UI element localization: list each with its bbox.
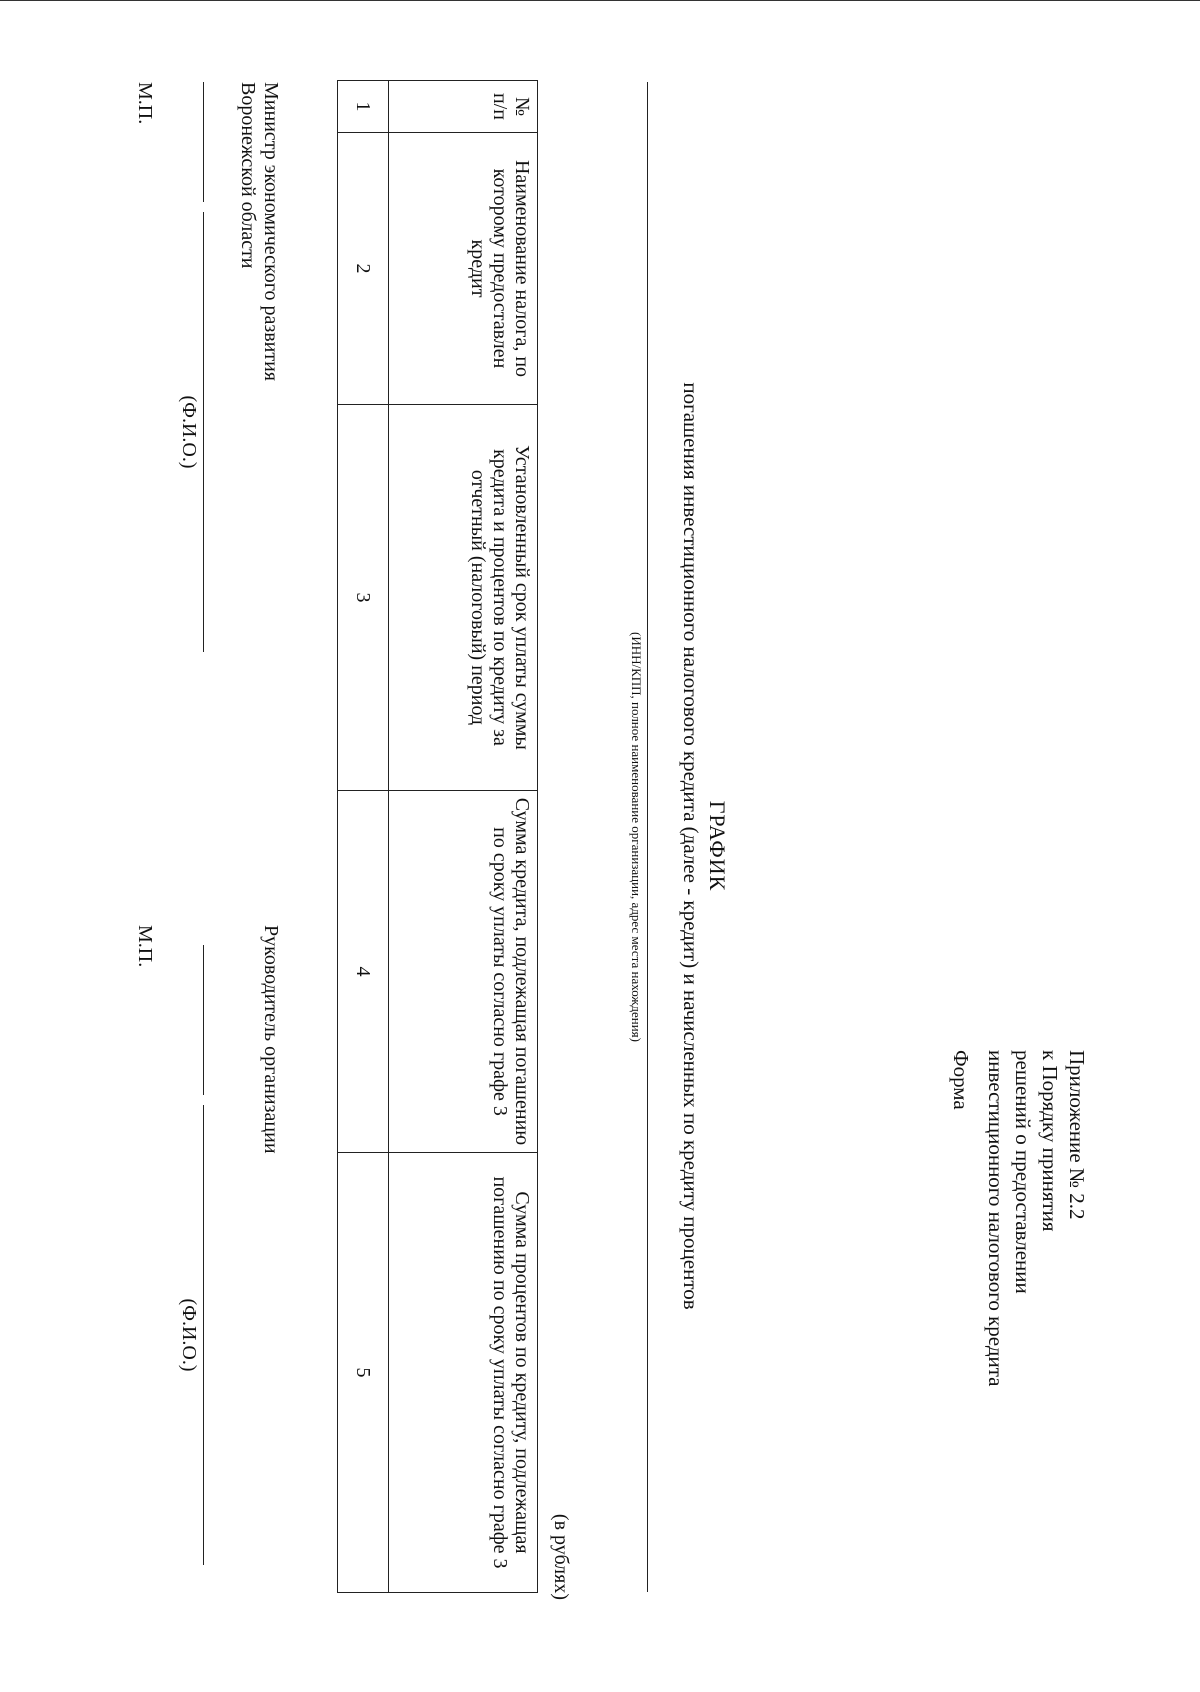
- minister-title-line-1: Министр экономического развития: [260, 82, 282, 382]
- column-number-cell: 4: [338, 791, 389, 1153]
- header-cell-due-date: Установленный срок уплаты суммы кредита и процентов по кредиту за отчетный (налоговый) период: [389, 405, 538, 791]
- minister-fio-line: [203, 212, 204, 652]
- head-fio-line: [203, 1105, 204, 1565]
- header-cell-number: № п/п: [389, 81, 538, 133]
- header-cell-tax-name: Наименование налога, по которому предоставлен кредит: [389, 133, 538, 405]
- form-label: Форма: [949, 1050, 973, 1110]
- organization-head-title: Руководитель организации: [260, 925, 282, 1154]
- minister-title-line-2: Воронежской области: [237, 82, 259, 269]
- head-signature-line: [203, 945, 204, 1095]
- table-column-number-row: [338, 81, 389, 1593]
- organization-caption: (ИНН/КПП, полное наименование организации, адрес места нахождения): [629, 631, 644, 1042]
- page-edge-line: [0, 0, 1200, 2]
- header-cell-interest-amount: Сумма процентов по кредиту, подлежащая погашению по сроку уплаты согласно графе 3: [389, 1153, 538, 1593]
- appendix-block: [947, 1050, 1090, 1470]
- head-fio-label: (Ф.И.О.): [178, 1298, 200, 1372]
- appendix-ref-line-2: решений о предоставлении: [1011, 1050, 1035, 1294]
- appendix-ref-line-1: к Порядку принятия: [1038, 1050, 1062, 1232]
- head-stamp-label: М.П.: [134, 925, 156, 968]
- header-cell-credit-amount: Сумма кредита, подлежащая погашению по сроку уплаты согласно графе 3: [389, 791, 538, 1153]
- column-number-cell: 1: [338, 81, 389, 133]
- schedule-table: [337, 80, 538, 1593]
- column-number-cell: 3: [338, 405, 389, 791]
- document-subtitle: погашения инвестиционного налогового кредита (далее - кредит) и начисленных по кредиту процентов: [679, 382, 703, 1310]
- organization-fill-line: [647, 82, 648, 1592]
- units-label: (в рублях): [550, 1513, 572, 1600]
- minister-stamp-label: М.П.: [134, 82, 156, 125]
- column-number-cell: 5: [338, 1153, 389, 1593]
- minister-title: [236, 82, 282, 502]
- document-title: ГРАФИК: [705, 800, 730, 892]
- column-number-cell: 2: [338, 133, 389, 405]
- appendix-ref-line-3: инвестиционного налогового кредита: [984, 1050, 1008, 1387]
- table-header-row: [389, 81, 538, 1593]
- minister-signature-line: [203, 82, 204, 202]
- appendix-number: Приложение № 2.2: [1065, 1050, 1089, 1220]
- minister-fio-label: (Ф.И.О.): [178, 395, 200, 469]
